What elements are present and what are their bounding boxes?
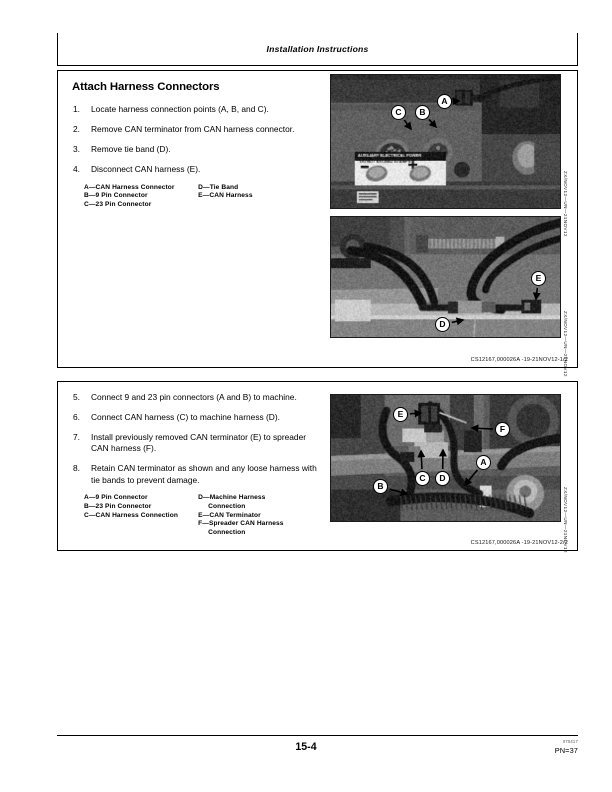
callout-d: D bbox=[435, 471, 450, 486]
section-attach-harness-connectors bbox=[57, 70, 578, 377]
step-number: 1. bbox=[73, 104, 80, 114]
footer-rule bbox=[57, 735, 578, 736]
step-item bbox=[72, 392, 322, 403]
step-text: Remove tie band (D). bbox=[91, 143, 171, 154]
header-title: Installation Instructions bbox=[266, 44, 369, 54]
section-1-heading: Attach Harness Connectors bbox=[72, 81, 220, 93]
callout-d: D bbox=[435, 317, 450, 332]
photo-3-callout-overlay bbox=[331, 395, 560, 521]
step-number: 6. bbox=[73, 411, 80, 422]
legend-item-continuation: Connection bbox=[208, 528, 246, 536]
callout-e: E bbox=[393, 407, 408, 422]
legend-item: A—CAN Harness Connector bbox=[84, 183, 175, 191]
legend-item: C—CAN Harness Connection bbox=[84, 511, 178, 519]
step-item bbox=[72, 463, 322, 486]
step-text: Connect CAN harness (C) to machine harness (D). bbox=[91, 411, 280, 422]
photo-1-side-code: ZX/NOV12—UN—21NOV12 bbox=[563, 171, 568, 237]
section-1-legend-left bbox=[84, 184, 198, 210]
step-item bbox=[72, 124, 322, 135]
section-2-figure-caption: CS12167,000026A -19-21NOV12-2/2 bbox=[470, 540, 568, 546]
page-header bbox=[57, 33, 578, 66]
legend-item: B—23 Pin Connector bbox=[84, 503, 152, 511]
section-2-legend-right bbox=[198, 494, 322, 537]
step-text: Install previously removed CAN terminator (E) to spreader CAN harness (F). bbox=[91, 431, 307, 454]
step-number: 5. bbox=[73, 392, 80, 402]
section-1-figure-caption: CS12167,000026A -19-21NOV12-1/2 bbox=[470, 357, 568, 363]
step-item bbox=[72, 412, 322, 423]
callout-leader-lines bbox=[331, 395, 560, 521]
photo-harness-connection-points bbox=[330, 74, 561, 209]
legend-item: E—CAN Harness bbox=[198, 192, 253, 200]
callout-f: F bbox=[495, 422, 510, 437]
legend-item: D—Tie Band bbox=[198, 183, 239, 191]
legend-item-continuation: Connection bbox=[208, 503, 246, 511]
section-2-legend bbox=[72, 494, 322, 537]
callout-b: B bbox=[373, 479, 388, 494]
section-1-legend-right bbox=[198, 184, 322, 210]
section-2-legend-left bbox=[84, 494, 198, 537]
step-number: 7. bbox=[73, 431, 80, 442]
callout-a: A bbox=[437, 94, 452, 109]
footer-doc-code: 070417 bbox=[562, 739, 578, 744]
section-1-step-list bbox=[72, 104, 322, 175]
section-1-legend bbox=[72, 184, 322, 210]
step-item bbox=[72, 144, 322, 155]
step-text: Connect 9 and 23 pin connectors (A and B) to machine. bbox=[91, 392, 297, 402]
step-number: 2. bbox=[73, 123, 80, 134]
photo-connected-harness bbox=[330, 394, 561, 522]
step-number: 4. bbox=[73, 163, 80, 174]
callout-c: C bbox=[391, 105, 406, 120]
legend-item: F—Spreader CAN Harness bbox=[198, 520, 284, 528]
section-connect-harness bbox=[57, 381, 578, 551]
photo-3-side-code: ZX/NOV12—UN—21NOV12 bbox=[563, 487, 568, 553]
step-item bbox=[72, 164, 322, 175]
photo-2-side-code: ZX/NOV12—UN—21NOV12 bbox=[563, 311, 568, 377]
legend-item: B—9 Pin Connector bbox=[84, 192, 148, 200]
page-number: 15-4 bbox=[295, 741, 317, 753]
step-text: Remove CAN terminator from CAN harness connector. bbox=[91, 123, 295, 134]
section-1-text-column bbox=[72, 81, 322, 209]
callout-a: A bbox=[476, 455, 491, 470]
footer-pn: PN=37 bbox=[554, 746, 578, 755]
photo-tie-band-can-harness bbox=[330, 216, 561, 338]
step-number: 8. bbox=[73, 463, 80, 474]
callout-b: B bbox=[415, 105, 430, 120]
photo-1-callout-overlay bbox=[331, 75, 560, 208]
legend-item: D—Machine Harness bbox=[198, 494, 266, 502]
step-item bbox=[72, 104, 322, 115]
section-2-text-column bbox=[72, 392, 322, 537]
callout-c: C bbox=[415, 471, 430, 486]
step-text: Locate harness connection points (A, B, and C). bbox=[91, 104, 269, 114]
legend-item: C—23 Pin Connector bbox=[84, 200, 152, 208]
footer-right-block bbox=[555, 737, 578, 755]
section-2-step-list bbox=[72, 392, 322, 486]
step-number: 3. bbox=[73, 143, 80, 154]
photo-2-callout-overlay bbox=[331, 217, 560, 337]
step-text: Disconnect CAN harness (E). bbox=[91, 163, 201, 174]
step-text: Retain CAN terminator as shown and any loose harness with tie bands to prevent damage. bbox=[91, 463, 317, 485]
callout-e: E bbox=[531, 271, 546, 286]
step-item bbox=[72, 432, 322, 455]
legend-item: E—CAN Terminator bbox=[198, 511, 261, 519]
legend-item: A—9 Pin Connector bbox=[84, 494, 148, 502]
